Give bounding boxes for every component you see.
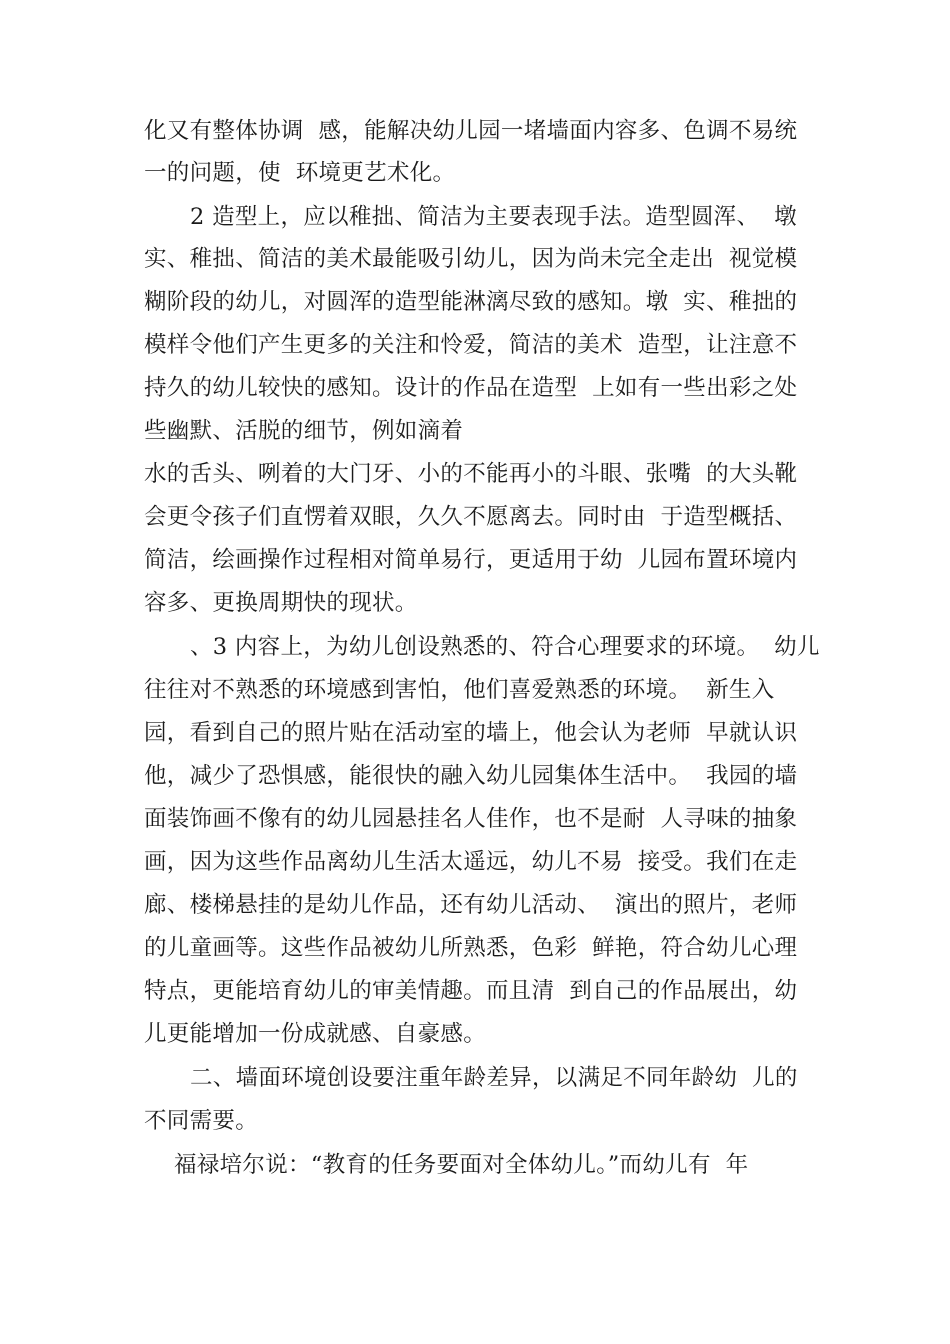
paragraph-start-line: 、3 内容上，为幼儿创设熟悉的、符合心理要求的环境。 幼儿 [190,634,820,660]
text-line: 廊、楼梯悬挂的是幼儿作品，还有幼儿活动、 演出的照片，老师 [144,892,798,918]
text-line: 些幽默、活脱的细节，例如滴着 [144,418,464,444]
text-line: 往往对不熟悉的环境感到害怕，他们喜爱熟悉的环境。 新生入 [144,677,775,703]
text-line: 特点，更能培育幼儿的审美情趣。而且清 到自己的作品展出，幼 [144,978,798,1004]
text-line: 他，减少了恐惧感，能很快的融入幼儿园集体生活中。 我园的墙 [144,763,798,789]
text-line: 糊阶段的幼儿，对圆浑的造型能淋漓尽致的感知。墩 实、稚拙的 [144,289,798,315]
text-line: 会更令孩子们直愣着双眼，久久不愿离去。同时由 于造型概括、 [144,504,798,530]
text-line: 儿更能增加一份成就感、自豪感。 [144,1021,487,1047]
text-line: 园，看到自己的照片贴在活动室的墙上，他会认为老师 早就认识 [144,720,798,746]
paragraph-start-line: 福禄培尔说：“教育的任务要面对全体幼儿。”而幼儿有 年 [174,1152,749,1178]
text-line: 水的舌头、咧着的大门牙、小的不能再小的斗眼、张嘴 的大头靴 [144,461,798,487]
text-line: 化又有整体协调 感，能解决幼儿园一堵墙面内容多、色调不易统 [144,118,798,144]
text-line: 简洁，绘画操作过程相对简单易行，更适用于幼 儿园布置环境内 [144,547,798,573]
paragraph-start-line: 2 造型上，应以稚拙、简洁为主要表现手法。造型圆浑、 墩 [190,204,797,230]
text-line: 实、稚拙、简洁的美术最能吸引幼儿，因为尚未完全走出 视觉模 [144,246,798,272]
section-heading-line: 不同需要。 [144,1108,259,1134]
text-line: 的儿童画等。这些作品被幼儿所熟悉，色彩 鲜艳，符合幼儿心理 [144,935,798,961]
text-line: 模样令他们产生更多的关注和怜爱，简洁的美术 造型，让注意不 [144,332,798,358]
text-line: 容多、更换周期快的现状。 [144,590,418,616]
text-line: 持久的幼儿较快的感知。设计的作品在造型 上如有一些出彩之处 [144,375,798,401]
text-line: 画，因为这些作品离幼儿生活太遥远，幼儿不易 接受。我们在走 [144,849,798,875]
section-heading-line: 二、墙面环境创设要注重年龄差异，以满足不同年龄幼 儿的 [190,1065,798,1091]
text-line: 面装饰画不像有的幼儿园悬挂名人佳作，也不是耐 人寻味的抽象 [144,806,798,832]
text-line: 一的问题，使 环境更艺术化。 [144,160,456,186]
